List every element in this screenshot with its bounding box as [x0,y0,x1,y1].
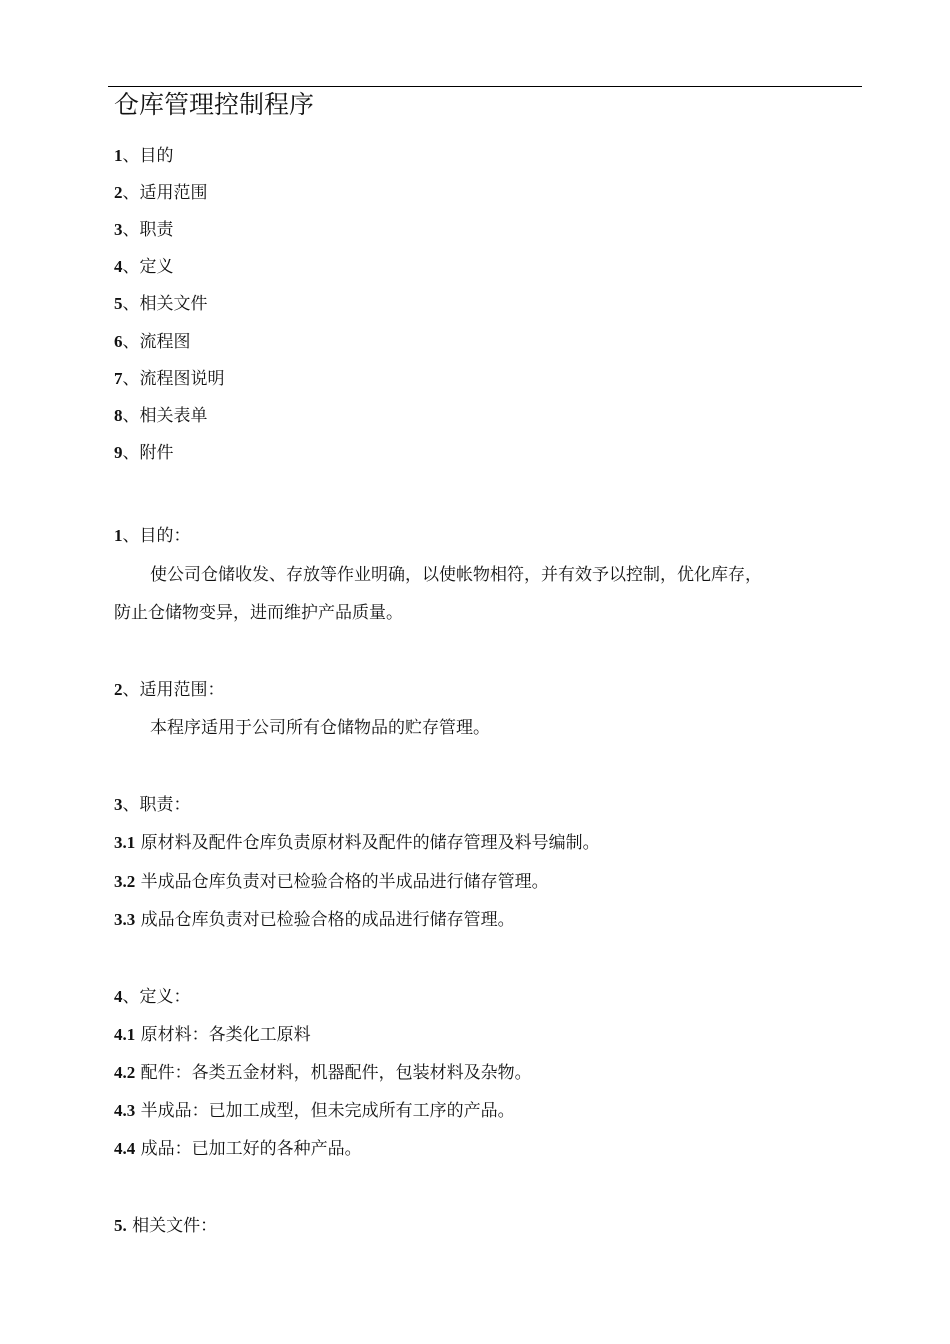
responsibility-item: 3.2 半成品仓库负责对已检验合格的半成品进行储存管理。 [114,872,549,892]
document-title: 仓库管理控制程序 [114,90,315,119]
section-heading-purpose: 1、目的： [114,526,191,546]
toc-item: 1、目的 [114,146,174,166]
section-heading-responsibilities: 3、职责： [114,795,191,815]
section-heading-scope: 2、适用范围： [114,680,225,700]
section-heading-related-documents: 5. 相关文件： [114,1216,218,1236]
definition-item: 4.2 配件：各类五金材料，机器配件，包装材料及杂物。 [114,1063,532,1083]
toc-item: 6、流程图 [114,332,191,352]
toc-item: 8、相关表单 [114,406,208,426]
purpose-paragraph-line: 使公司仓储收发、存放等作业明确，以使帐物相符，并有效予以控制，优化库存， [150,565,762,585]
responsibility-item: 3.3 成品仓库负责对已检验合格的成品进行储存管理。 [114,910,515,930]
purpose-paragraph-line: 防止仓储物变异，进而维护产品质量。 [114,603,403,623]
header-rule [108,86,862,87]
responsibility-item: 3.1 原材料及配件仓库负责原材料及配件的储存管理及料号编制。 [114,833,600,853]
toc-item: 2、适用范围 [114,183,208,203]
toc-item: 7、流程图说明 [114,369,225,389]
definition-item: 4.3 半成品：已加工成型，但未完成所有工序的产品。 [114,1101,515,1121]
section-heading-definitions: 4、定义： [114,987,191,1007]
toc-item: 3、职责 [114,220,174,240]
toc-item: 4、定义 [114,257,174,277]
toc-item: 5、相关文件 [114,294,208,314]
scope-paragraph: 本程序适用于公司所有仓储物品的贮存管理。 [150,718,490,738]
toc-item: 9、附件 [114,443,174,463]
definition-item: 4.1 原材料：各类化工原料 [114,1025,311,1045]
definition-item: 4.4 成品：已加工好的各种产品。 [114,1139,362,1159]
